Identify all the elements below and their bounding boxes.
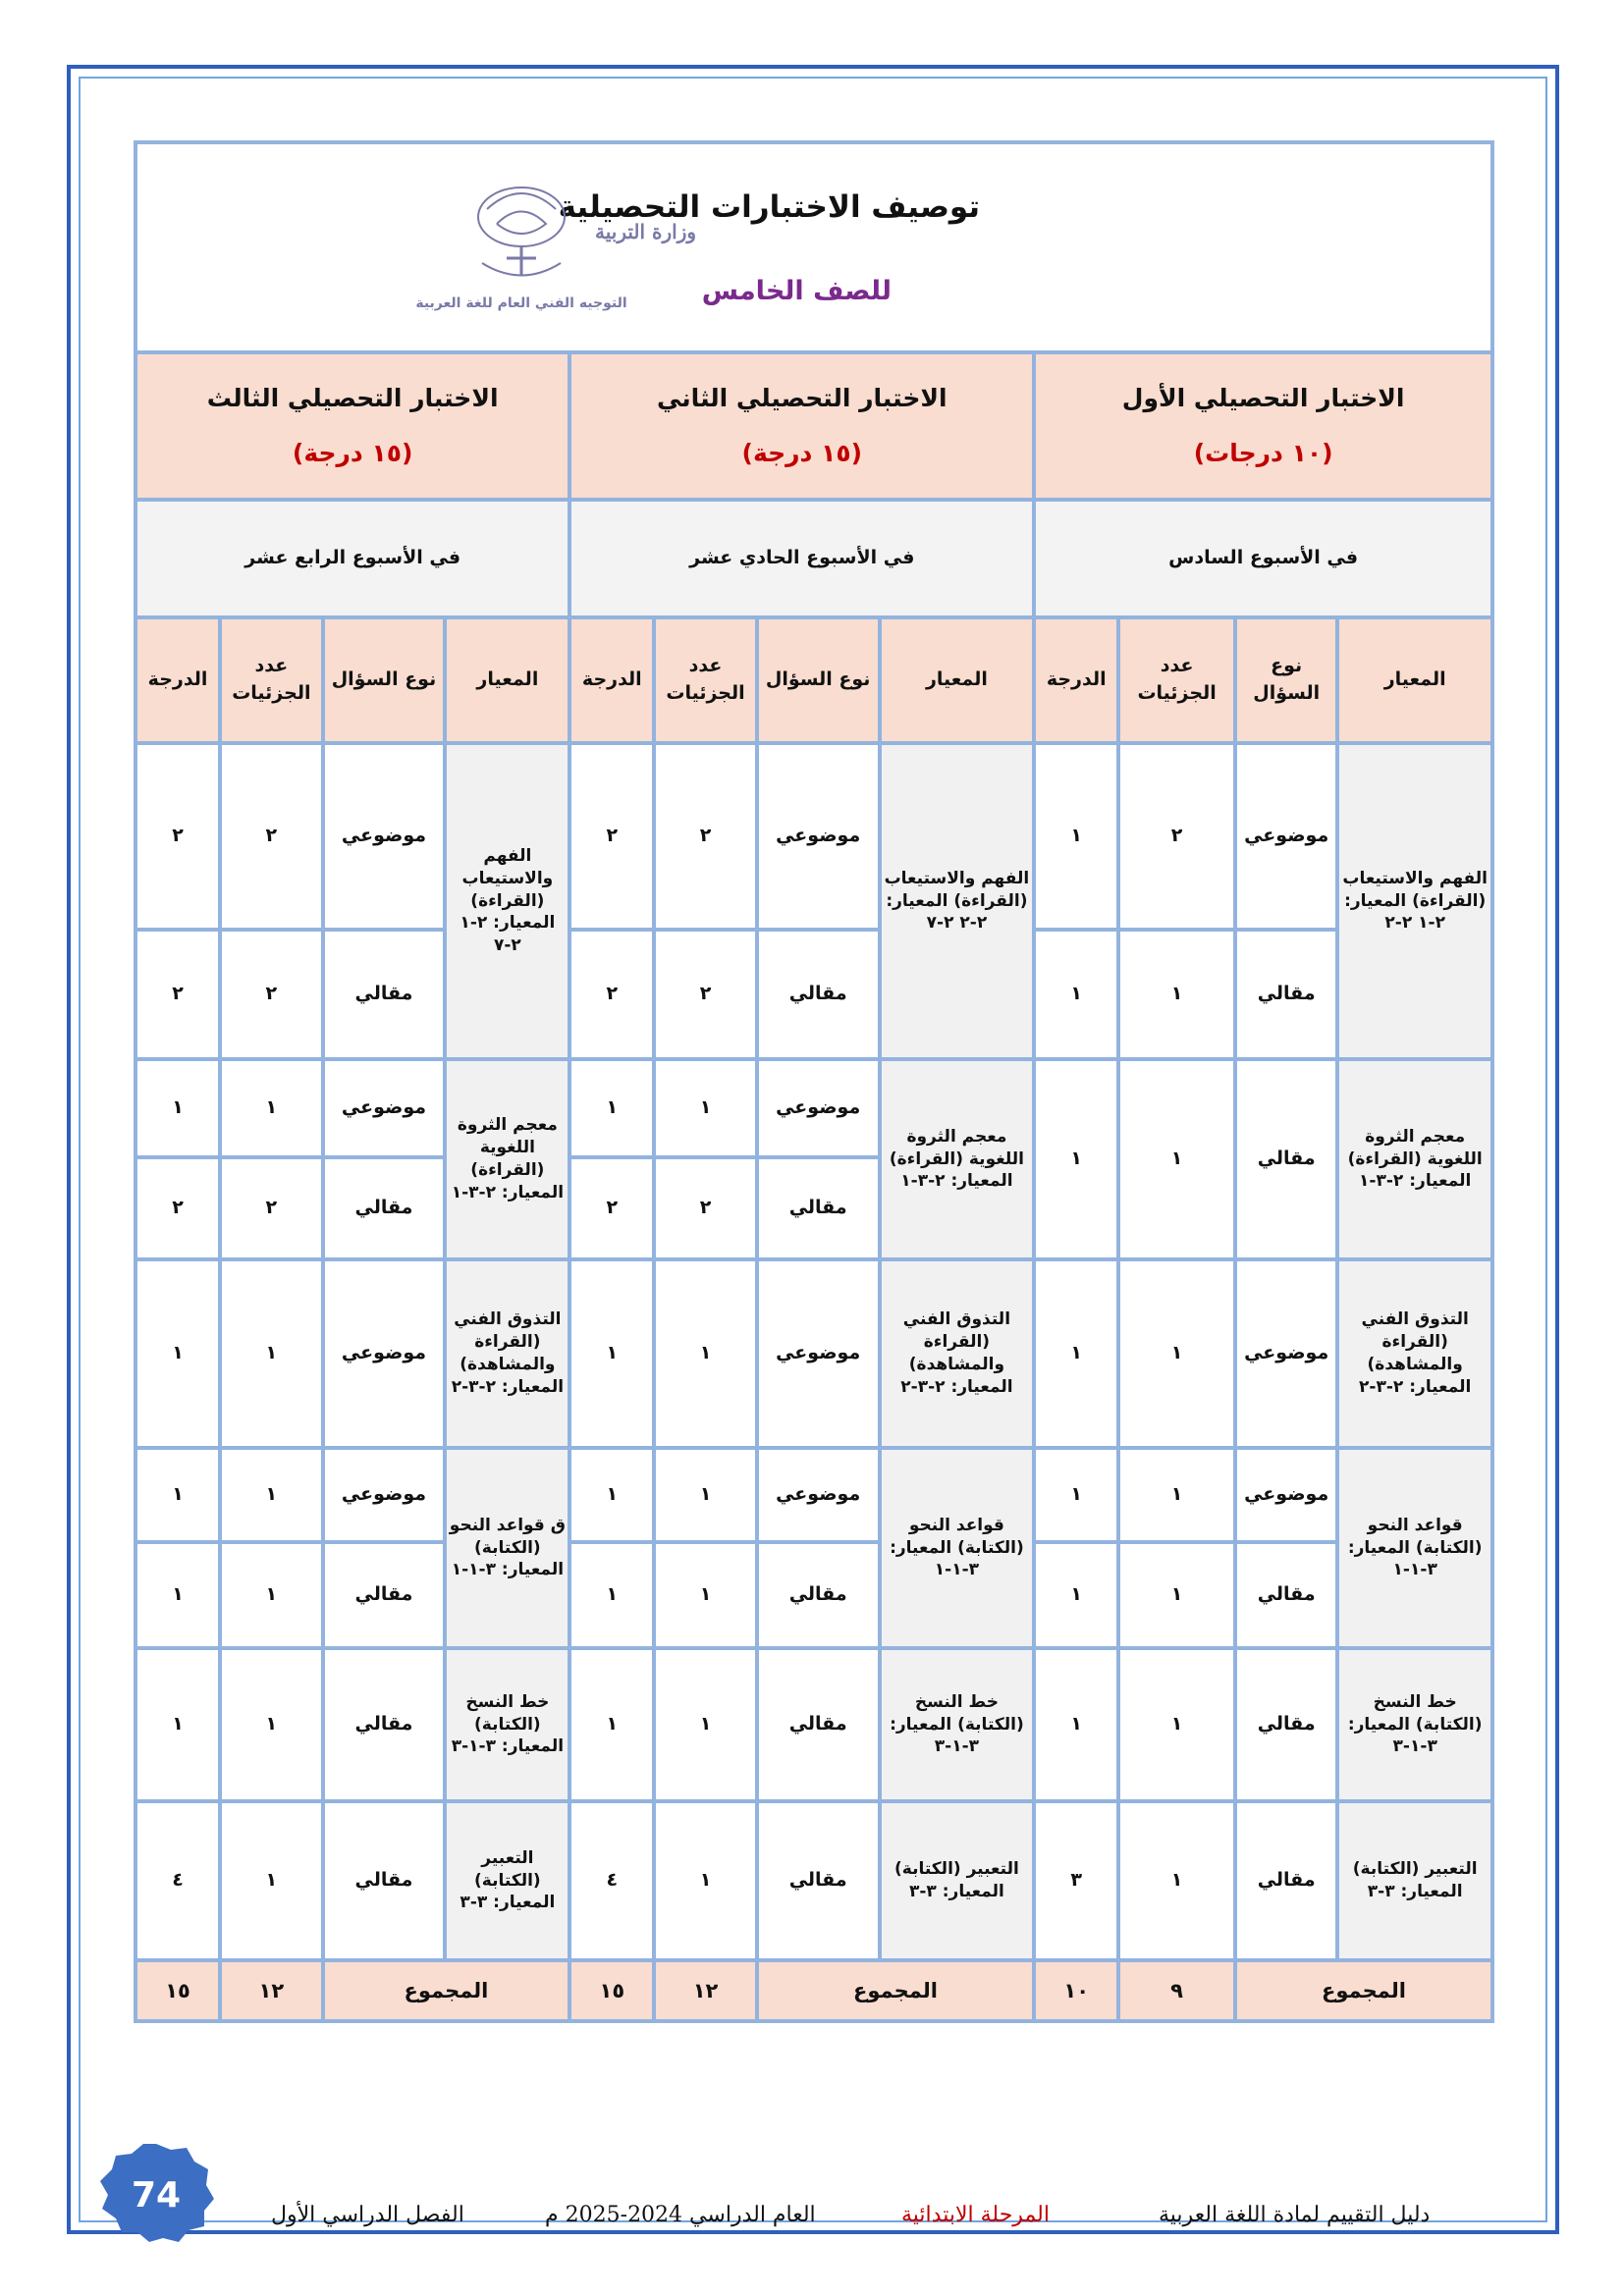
- t2-taste-parts: ١: [654, 1259, 756, 1448]
- t1-composition-standard: التعبير (الكتابة) المعيار: ٣-٣: [1337, 1801, 1492, 1960]
- test2-week: في الأسبوع الحادي عشر: [569, 500, 1034, 617]
- t3-grammar-score-1: ١: [135, 1448, 220, 1542]
- t2-taste-score: ١: [569, 1259, 654, 1448]
- t2-taste-standard: التذوق الفني (القراءة والمشاهدة) المعيار: ٢-٣-٢: [880, 1259, 1035, 1448]
- t3-vocab-parts-2: ٢: [220, 1157, 322, 1259]
- t3-taste-parts: ١: [220, 1259, 322, 1448]
- t3-script-standard: خط النسخ (الكتابة) المعيار: ٣-١-٣: [445, 1648, 569, 1801]
- t3-reading-parts-2: ٢: [220, 930, 322, 1059]
- col-score: الدرجة: [135, 617, 220, 743]
- t1-grammar-type-2: مقالي: [1235, 1542, 1337, 1648]
- t3-script-type: مقالي: [323, 1648, 446, 1801]
- col-standard: المعيار: [1337, 617, 1492, 743]
- t1-reading-standard: الفهم والاستيعاب (القراءة) المعيار: ٢-١ ٢-٢: [1337, 743, 1492, 1059]
- t2-reading-type-1: موضوعي: [757, 743, 880, 930]
- page-number: 74: [131, 2175, 182, 2216]
- t3-grammar-standard: ق قواعد النحو (الكتابة) المعيار: ٣-١-١: [445, 1448, 569, 1648]
- t3-reading-standard: الفهم والاستيعاب (القراءة) المعيار: ٢-١ ٢-٧: [445, 743, 569, 1059]
- test3-title-cell: [135, 352, 569, 500]
- col-question-type: نوع السؤال: [1235, 617, 1337, 743]
- t1-vocab-standard: معجم الثروة اللغوية (القراءة) المعيار: ٢-٣-١: [1337, 1059, 1492, 1259]
- t3-composition-score: ٤: [135, 1801, 220, 1960]
- t1-total-score: ١٠: [1034, 1960, 1118, 2021]
- t1-total-label: المجموع: [1235, 1960, 1492, 2021]
- t2-reading-parts-1: ٢: [654, 743, 756, 930]
- col-standard: المعيار: [445, 617, 569, 743]
- t1-script-score: ١: [1034, 1648, 1118, 1801]
- document-content: [134, 140, 1494, 2023]
- t2-reading-parts-2: ٢: [654, 930, 756, 1059]
- test2-points: (١٥ درجة): [741, 439, 863, 467]
- t2-grammar-score-1: ١: [569, 1448, 654, 1542]
- t2-composition-score: ٤: [569, 1801, 654, 1960]
- t1-grammar-standard: قواعد النحو (الكتابة) المعيار: ٣-١-١: [1337, 1448, 1492, 1648]
- t3-total-label: المجموع: [323, 1960, 570, 2021]
- t3-grammar-parts-1: ١: [220, 1448, 322, 1542]
- logo-caption: التوجيه الفني العام للغة العربية: [415, 295, 627, 311]
- test3-title: الاختبار التحصيلي الثالث: [206, 383, 499, 412]
- t2-reading-score-1: ٢: [569, 743, 654, 930]
- test1-points: (١٠ درجات): [1193, 439, 1333, 467]
- test1-title-cell: [1034, 352, 1492, 500]
- t3-grammar-type-1: موضوعي: [323, 1448, 446, 1542]
- test1-title: الاختبار التحصيلي الأول: [1121, 383, 1405, 412]
- t1-vocab-type: مقالي: [1235, 1059, 1337, 1259]
- t3-composition-standard: التعبير (الكتابة) المعيار: ٣-٣: [445, 1801, 569, 1960]
- test2-title-cell: [569, 352, 1034, 500]
- t2-grammar-standard: قواعد النحو (الكتابة) المعيار: ٣-١-١: [880, 1448, 1035, 1648]
- logo-wordmark: وزارة التربية: [595, 220, 697, 243]
- footer-stage: المرحلة الابتدائية: [901, 2203, 1050, 2227]
- t3-reading-type-1: موضوعي: [323, 743, 446, 930]
- t2-total-score: ١٥: [569, 1960, 654, 2021]
- t3-total-parts: ١٢: [220, 1960, 322, 2021]
- t1-reading-parts-1: ٢: [1118, 743, 1235, 930]
- page-number-badge: [94, 2140, 218, 2246]
- t1-reading-type-1: موضوعي: [1235, 743, 1337, 930]
- t2-grammar-score-2: ١: [569, 1542, 654, 1648]
- t3-grammar-type-2: مقالي: [323, 1542, 446, 1648]
- t1-reading-score-2: ١: [1034, 930, 1118, 1059]
- test2-title: الاختبار التحصيلي الثاني: [657, 383, 947, 412]
- t3-vocab-score-1: ١: [135, 1059, 220, 1157]
- col-question-type: نوع السؤال: [323, 617, 446, 743]
- t3-script-parts: ١: [220, 1648, 322, 1801]
- t1-taste-parts: ١: [1118, 1259, 1235, 1448]
- t3-vocab-type-1: موضوعي: [323, 1059, 446, 1157]
- t1-vocab-parts: ١: [1118, 1059, 1235, 1259]
- ministry-logo: [415, 170, 697, 317]
- footer-year: العام الدراسي 2024-2025 م: [545, 2203, 816, 2227]
- t1-grammar-parts-1: ١: [1118, 1448, 1235, 1542]
- t3-grammar-parts-2: ١: [220, 1542, 322, 1648]
- t1-grammar-score-2: ١: [1034, 1542, 1118, 1648]
- t2-composition-parts: ١: [654, 1801, 756, 1960]
- grade-subtitle: للصف الخامس: [701, 276, 892, 306]
- t2-grammar-parts-1: ١: [654, 1448, 756, 1542]
- t2-vocab-parts-2: ٢: [654, 1157, 756, 1259]
- t2-reading-standard: الفهم والاستيعاب (القراءة) المعيار: ٢-٢ ٢-٧: [880, 743, 1035, 1059]
- t1-script-parts: ١: [1118, 1648, 1235, 1801]
- t2-taste-type: موضوعي: [757, 1259, 880, 1448]
- t2-script-parts: ١: [654, 1648, 756, 1801]
- col-parts: عدد الجزئيات: [220, 617, 322, 743]
- t3-vocab-type-2: مقالي: [323, 1157, 446, 1259]
- t2-vocab-score-2: ٢: [569, 1157, 654, 1259]
- t2-script-score: ١: [569, 1648, 654, 1801]
- page-title: توصيف الاختبارات التحصيلية: [558, 189, 980, 225]
- t1-taste-score: ١: [1034, 1259, 1118, 1448]
- t2-vocab-parts-1: ١: [654, 1059, 756, 1157]
- t1-vocab-score: ١: [1034, 1059, 1118, 1259]
- exam-spec-table: [134, 140, 1494, 2023]
- t3-grammar-score-2: ١: [135, 1542, 220, 1648]
- t2-vocab-standard: معجم الثروة اللغوية (القراءة) المعيار: ٢-٣-١: [880, 1059, 1035, 1259]
- t2-total-label: المجموع: [757, 1960, 1035, 2021]
- test3-week: في الأسبوع الرابع عشر: [135, 500, 569, 617]
- t1-script-standard: خط النسخ (الكتابة) المعيار: ٣-١-٣: [1337, 1648, 1492, 1801]
- t3-vocab-standard: معجم الثروة اللغوية (القراءة) المعيار: ٢-٣-١: [445, 1059, 569, 1259]
- t1-composition-parts: ١: [1118, 1801, 1235, 1960]
- t1-reading-score-1: ١: [1034, 743, 1118, 930]
- t2-grammar-type-2: مقالي: [757, 1542, 880, 1648]
- t1-grammar-type-1: موضوعي: [1235, 1448, 1337, 1542]
- t3-composition-parts: ١: [220, 1801, 322, 1960]
- test3-points: (١٥ درجة): [292, 439, 413, 467]
- footer-term: الفصل الدراسي الأول: [271, 2203, 464, 2227]
- t2-script-type: مقالي: [757, 1648, 880, 1801]
- t3-total-score: ١٥: [135, 1960, 220, 2021]
- t2-reading-type-2: مقالي: [757, 930, 880, 1059]
- t3-taste-type: موضوعي: [323, 1259, 446, 1448]
- test1-week: في الأسبوع السادس: [1034, 500, 1492, 617]
- t3-composition-type: مقالي: [323, 1801, 446, 1960]
- t2-grammar-parts-2: ١: [654, 1542, 756, 1648]
- t2-vocab-type-2: مقالي: [757, 1157, 880, 1259]
- t2-reading-score-2: ٢: [569, 930, 654, 1059]
- t3-reading-type-2: مقالي: [323, 930, 446, 1059]
- t1-composition-type: مقالي: [1235, 1801, 1337, 1960]
- t2-vocab-type-1: موضوعي: [757, 1059, 880, 1157]
- t2-composition-type: مقالي: [757, 1801, 880, 1960]
- t1-grammar-parts-2: ١: [1118, 1542, 1235, 1648]
- col-parts: عدد الجزئيات: [1118, 617, 1235, 743]
- t2-total-parts: ١٢: [654, 1960, 756, 2021]
- col-score: الدرجة: [569, 617, 654, 743]
- t3-reading-parts-1: ٢: [220, 743, 322, 930]
- t2-composition-standard: التعبير (الكتابة) المعيار: ٣-٣: [880, 1801, 1035, 1960]
- t3-taste-score: ١: [135, 1259, 220, 1448]
- footer-guide: دليل التقييم لمادة اللغة العربية: [1159, 2203, 1431, 2227]
- t1-script-type: مقالي: [1235, 1648, 1337, 1801]
- col-standard: المعيار: [880, 617, 1035, 743]
- t1-total-parts: ٩: [1118, 1960, 1235, 2021]
- t3-script-score: ١: [135, 1648, 220, 1801]
- t3-taste-standard: التذوق الفني (القراءة والمشاهدة) المعيار: ٢-٣-٢: [445, 1259, 569, 1448]
- t3-reading-score-2: ٢: [135, 930, 220, 1059]
- col-score: الدرجة: [1034, 617, 1118, 743]
- col-parts: عدد الجزئيات: [654, 617, 756, 743]
- header-cell: [135, 142, 1492, 352]
- t1-grammar-score-1: ١: [1034, 1448, 1118, 1542]
- t1-reading-type-2: مقالي: [1235, 930, 1337, 1059]
- t3-vocab-score-2: ٢: [135, 1157, 220, 1259]
- t2-script-standard: خط النسخ (الكتابة) المعيار: ٣-١-٣: [880, 1648, 1035, 1801]
- t1-reading-parts-2: ١: [1118, 930, 1235, 1059]
- t1-taste-standard: التذوق الفني (القراءة والمشاهدة) المعيار: ٢-٣-٢: [1337, 1259, 1492, 1448]
- t1-composition-score: ٣: [1034, 1801, 1118, 1960]
- t3-reading-score-1: ٢: [135, 743, 220, 930]
- t2-grammar-type-1: موضوعي: [757, 1448, 880, 1542]
- t3-vocab-parts-1: ١: [220, 1059, 322, 1157]
- t2-vocab-score-1: ١: [569, 1059, 654, 1157]
- col-question-type: نوع السؤال: [757, 617, 880, 743]
- t1-taste-type: موضوعي: [1235, 1259, 1337, 1448]
